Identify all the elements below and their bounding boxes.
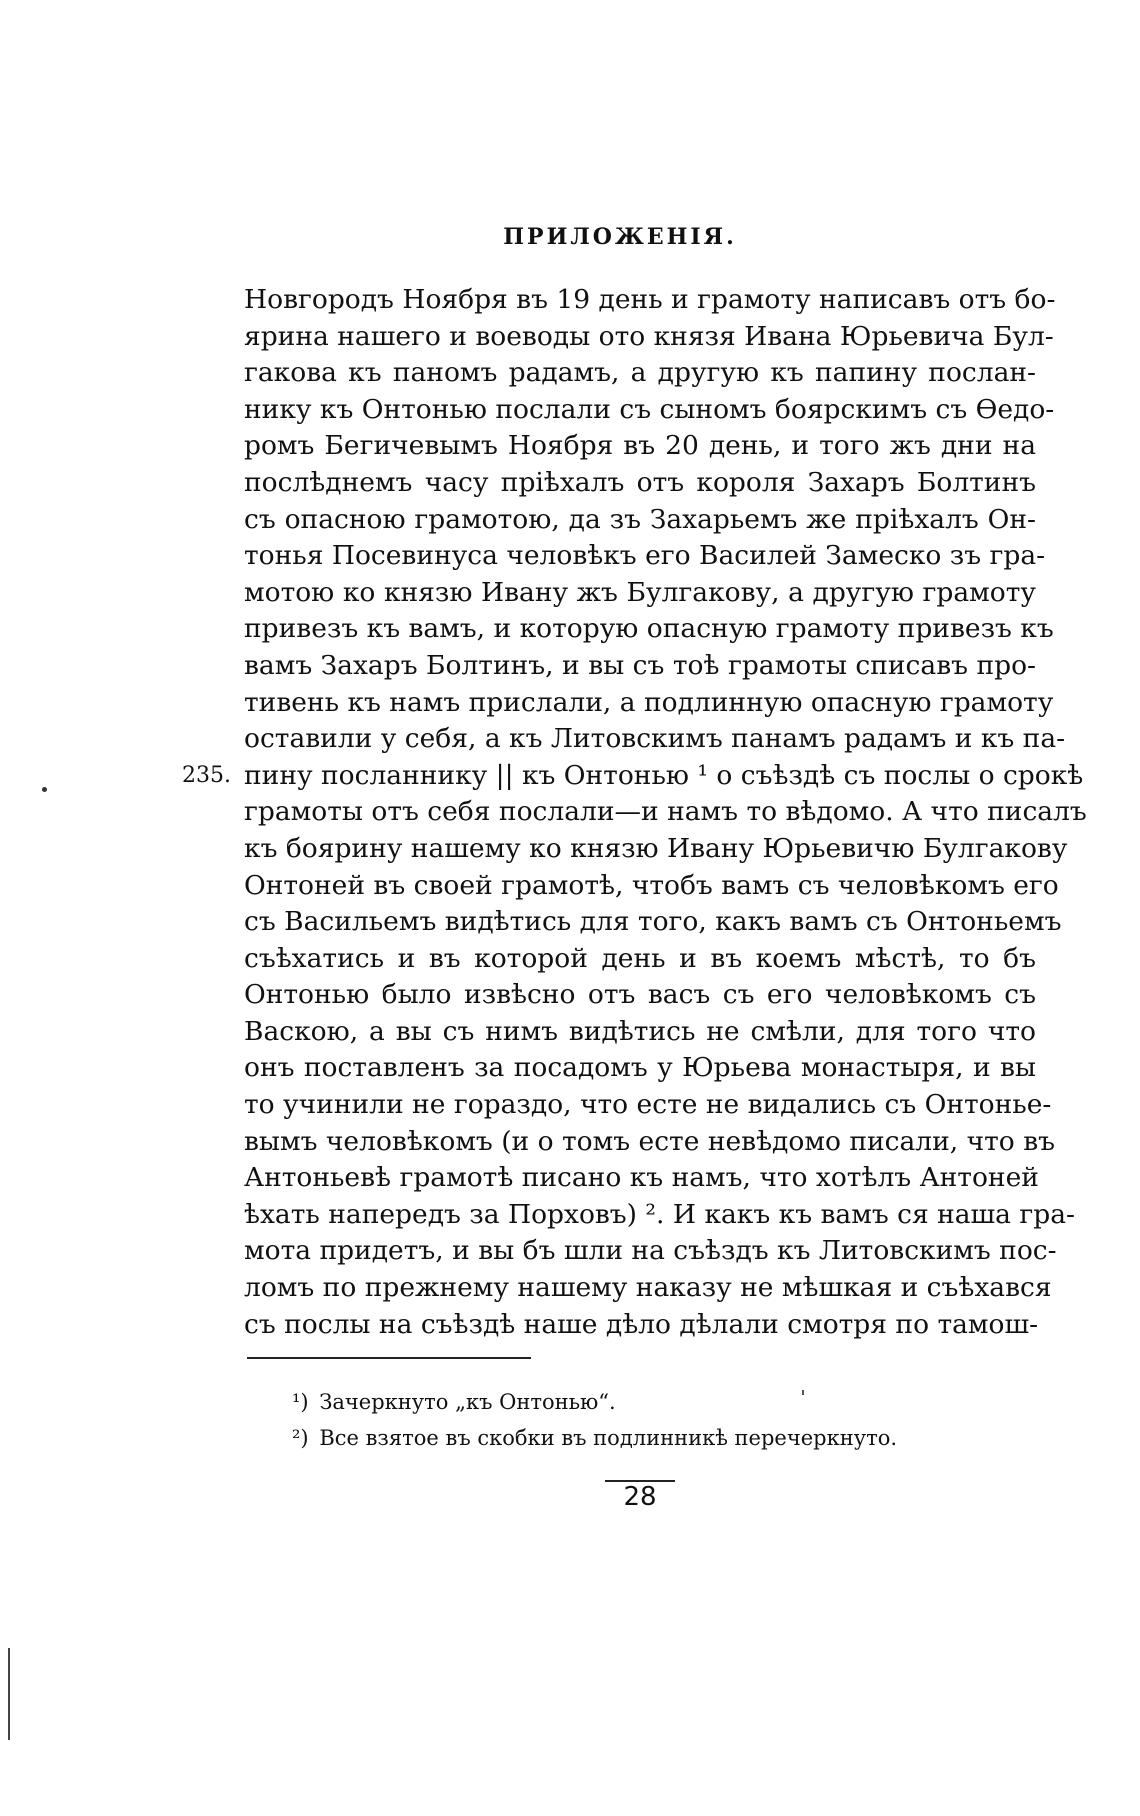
body-line: ярина нашего и воеводы ото князя Ивана Юрьевича Бул- <box>244 320 1054 352</box>
running-head: ПРИЛОЖЕНІЯ. <box>503 224 737 250</box>
body-line: вымъ человѣкомъ (и о томъ есте невѣдомо писали, что въ <box>244 1125 1055 1157</box>
body-line: тивень къ намъ прислали, а подлинную опасную грамоту <box>244 686 1054 718</box>
footnote <box>292 1420 897 1456</box>
body-line: Онтонью было извѣсно отъ васъ съ его человѣкомъ съ <box>244 979 1036 1011</box>
body-line: ломъ по прежнему нашему наказу не мѣшкая и съѣхався <box>244 1272 1052 1304</box>
page-number: 28 <box>623 1482 657 1512</box>
body-line: съ послы на съѣздѣ наше дѣло дѣлали смотря по тамош- <box>244 1308 1039 1340</box>
body-line: Онтоней въ своей грамотѣ, чтобъ вамъ съ человѣкомъ его <box>244 869 1059 901</box>
body-line: къ боярину нашему ко князю Ивану Юрьевичю Булгакову <box>244 832 1068 864</box>
body-line: пину посланнику || къ Онтонью ¹ о съѣздѣ съ послы о срокѣ <box>244 759 1084 791</box>
body-line: мотою ко князю Ивану жъ Булгакову, а другую грамоту <box>244 576 1036 608</box>
footnote-mark: ²) <box>292 1426 309 1450</box>
footnote-rule <box>247 1357 531 1359</box>
body-line: гакова къ паномъ радамъ, а другую къ папину послан- <box>244 357 1036 389</box>
margin-speck <box>42 787 47 792</box>
body-line: ѣхать напередъ за Порховъ) ². И какъ къ вамъ ся наша гра- <box>244 1198 1076 1230</box>
scan-edge-mark <box>8 1648 10 1740</box>
body-line: съ опасною грамотою, да зъ Захарьемъ же пріѣхалъ Он- <box>244 503 1036 535</box>
body-line: мота придетъ, и вы бъ шли на съѣздъ къ Литовскимъ пос- <box>244 1235 1057 1267</box>
body-line: вамъ Захаръ Болтинъ, и вы съ тоѣ грамоты списавъ про- <box>244 649 1036 681</box>
body-line: нику къ Онтонью послали съ сыномъ боярскимъ съ Ѳедо- <box>244 393 1055 425</box>
body-line: оставили у себя, а къ Литовскимъ панамъ радамъ и къ па- <box>244 723 1066 755</box>
body-line: послѣднемъ часу пріѣхалъ отъ короля Захаръ Болтинъ <box>244 466 1036 498</box>
footnote <box>292 1384 897 1420</box>
body-line: Васкою, а вы съ нимъ видѣтись не смѣли, для того что <box>244 1015 1036 1047</box>
footnote-text: Зачеркнуто „къ Онтонью“. <box>319 1390 616 1414</box>
body-line: онъ поставленъ за посадомъ у Юрьева монастыря, и вы <box>244 1052 1036 1084</box>
footnotes <box>292 1384 897 1456</box>
footnote-mark: ¹) <box>292 1390 309 1414</box>
body-line: привезъ къ вамъ, и которую опасную грамоту привезъ къ <box>244 613 1054 645</box>
margin-line-number: 235. <box>182 763 231 788</box>
body-line: тонья Посевинуса человѣкъ его Василей Замеско зъ гра- <box>244 540 1046 572</box>
body-line: съѣхатись и въ которой день и въ коемъ мѣстѣ, то бъ <box>244 942 1036 974</box>
body-line: Новгородъ Ноября въ 19 день и грамоту написавъ отъ бо- <box>244 284 1056 315</box>
body-line: съ Васильемъ видѣтись для того, какъ вамъ съ Онтоньемъ <box>244 906 1062 938</box>
body-line: грамоты отъ себя послали—и намъ то вѣдомо. А что писалъ <box>244 796 1087 828</box>
body-line: то учинили не гораздо, что есте не видались съ Онтонье- <box>244 1089 1052 1121</box>
body-text <box>244 282 1087 1343</box>
body-line: ромъ Бегичевымъ Ноября въ 20 день, и того жъ дни на <box>244 430 1036 462</box>
body-line: Антоньевѣ грамотѣ писано къ намъ, что хотѣлъ Антоней <box>244 1162 1039 1194</box>
footnote-text: Все взятое въ скобки въ подлинникѣ перечеркнуто. <box>319 1426 898 1450</box>
